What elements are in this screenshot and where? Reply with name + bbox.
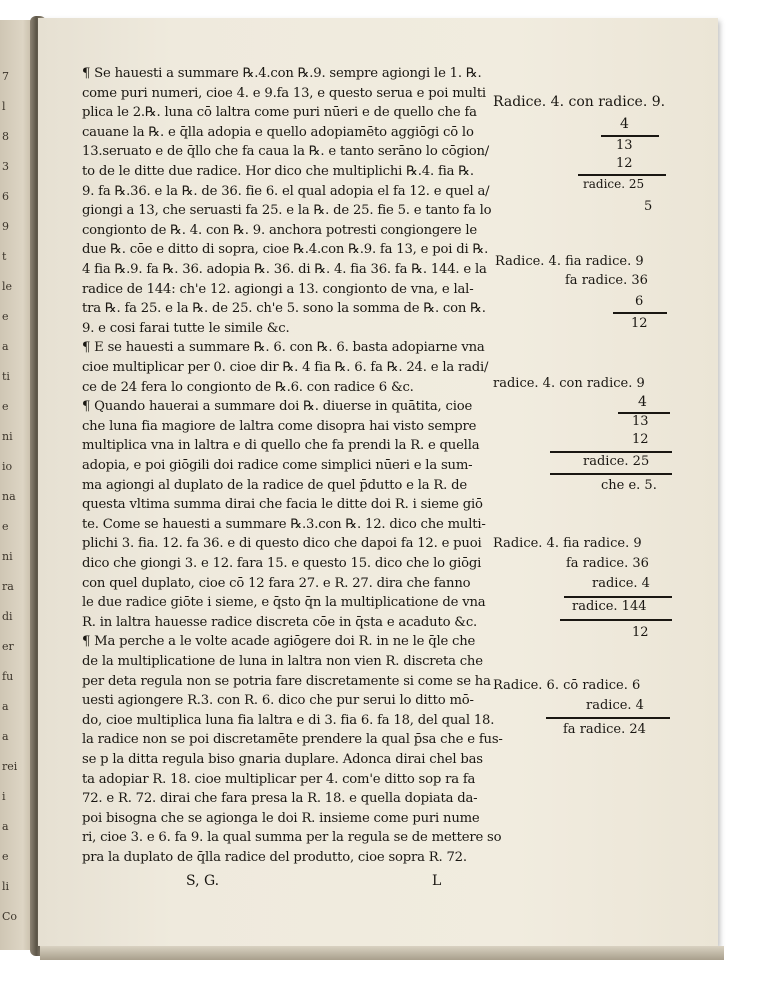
text-line: 9. fa ℞.36. e la ℞. de 36. fie 6. el qual adopia el fa 12. e quel a/ (82, 183, 490, 199)
margin-rule (550, 473, 672, 475)
margin-note-line: radice. 144 (572, 599, 647, 614)
text-line: giongi a 13, che seruasti fa 25. e la ℞. de 25. fie 5. e tanto fa lo (82, 203, 492, 219)
margin-note-answer: che e. 5. (601, 478, 657, 493)
margin-number: 4 (638, 394, 647, 410)
text-line: R. in laltra hauesse radice discreta cōe in q̄sta e acaduto &c. (82, 614, 478, 630)
text-line: te. Come se hauesti a summare ℞.3.con ℞. 12. dico che multi- (82, 516, 486, 532)
margin-note-line: fa radice. 36 (566, 556, 649, 571)
facing-page-text-fragment: ni (2, 550, 13, 563)
margin-rule (564, 596, 672, 598)
margin-note-line: fa radice. 36 (565, 273, 648, 288)
text-line: le due radice giōte i sieme, e q̄sto q̄n la multiplicatione de vna (82, 595, 486, 611)
text-line: se p la ditta regula biso gnaria duplare. Adonca dirai chel bas (82, 752, 483, 767)
margin-number: 13 (632, 414, 649, 429)
margin-rule (546, 717, 670, 719)
facing-page-text-fragment: ti (2, 370, 10, 383)
text-line: adopia, e poi giōgili doi radice come simplici nūeri e la sum- (82, 458, 473, 473)
text-line: ¶ Se hauesti a summare ℞.4.con ℞.9. sempre agiongi le 1. ℞. (82, 66, 482, 81)
text-line: to de le ditte due radice. Hor dico che multiplichi ℞.4. fia ℞. (82, 164, 474, 179)
text-line: poi bisogna che se agionga le doi R. insieme come puri nume (82, 810, 480, 826)
margin-number: 12 (631, 316, 648, 331)
margin-rule (601, 135, 659, 137)
facing-page-text-fragment: e (2, 850, 9, 863)
text-line: 4 fia ℞.9. fa ℞. 36. adopia ℞. 36. di ℞. 4. fia 36. fa ℞. 144. e la (82, 262, 487, 277)
text-line: ¶ Quando hauerai a summare doi ℞. diuerse in quātita, cioe (82, 399, 473, 415)
facing-page-text-fragment: 9 (2, 220, 9, 233)
text-line: con quel duplato, cioe cō 12 fara 27. e R. 27. dira che fanno (82, 575, 471, 591)
text-line: multiplica vna in laltra e di quello che fa prendi la R. e quella (82, 438, 480, 454)
text-line: ri, cioe 3. e 6. fa 9. la qual summa per la regula se de mettere so (82, 830, 502, 846)
margin-number: 12 (616, 156, 633, 171)
facing-page-text-fragment: ra (2, 580, 14, 593)
facing-page-text-fragment: di (2, 610, 13, 623)
facing-page-text-fragment: 7 (2, 70, 9, 83)
text-line: plica le 2.℞. luna cō laltra come puri nūeri e de quello che fa (82, 105, 477, 121)
signature-mark: S, G. (186, 873, 220, 889)
margin-number: 4 (620, 116, 629, 132)
margin-note-heading: Radice. 6. cō radice. 6 (493, 678, 641, 693)
text-line: due ℞. cōe e ditto di sopra, cioe ℞.4.con ℞.9. fa 13, e poi di ℞. (82, 242, 489, 258)
text-line: do, cioe multiplica luna fia laltra e di 3. fia 6. fa 18, del qual 18. (82, 712, 495, 728)
margin-number: 12 (632, 432, 649, 447)
text-line: per deta regula non se potria fare discretamente si come se ha (82, 673, 491, 689)
text-line: ma agiongi al duplato de la radice de quel p̄dutto e la R. de (82, 477, 467, 493)
margin-note-heading: Radice. 4. fia radice. 9 (493, 536, 642, 551)
text-line: cauane la ℞. e q̄lla adopia e quello adopiamēto aggiōgi cō lo (82, 124, 474, 140)
text-line: de la multiplicatione de luna in laltra non vien R. discreta che (82, 654, 483, 669)
facing-page-text-fragment: le (2, 280, 13, 293)
margin-note-line: radice. 4 (586, 698, 644, 713)
book-page (38, 18, 718, 946)
margin-number: 13 (616, 138, 633, 153)
facing-page-text-fragment: a (2, 820, 9, 833)
text-line: ¶ Ma perche a le volte acade agiōgere doi R. in ne le q̄le che (82, 634, 476, 650)
text-line: questa vltima summa dirai che facia le ditte doi R. i sieme giō (82, 497, 483, 513)
facing-page-text-fragment: io (2, 460, 13, 473)
margin-rule (578, 174, 666, 176)
text-line: dico che giongi 3. e 12. fara 15. e questo 15. dico che lo giōgi (82, 556, 482, 571)
text-line: la radice non se poi discretamēte prendere la qual p̄sa che e fus- (82, 732, 503, 748)
text-line: che luna fia magiore de laltra come disopra hai visto sempre (82, 418, 477, 434)
facing-page-text-fragment: 8 (2, 130, 9, 143)
margin-note-heading: Radice. 4. fia radice. 9 (495, 254, 644, 269)
facing-page-text-fragment: e (2, 310, 9, 323)
facing-page-text-fragment: 6 (2, 190, 9, 203)
margin-rule (550, 451, 672, 453)
margin-note-heading: radice. 4. con radice. 9 (493, 376, 645, 391)
facing-page-text-fragment: e (2, 400, 9, 413)
facing-page-text-fragment: t (2, 250, 7, 263)
text-line: plichi 3. fia. 12. fa 36. e di questo dico che dapoi fa 12. e puoi (82, 536, 482, 552)
facing-page-text-fragment: na (2, 490, 16, 503)
facing-page-text-fragment: a (2, 730, 9, 743)
text-line: ta adopiar R. 18. cioe multiplicar per 4. com'e ditto sop ra fa (82, 771, 476, 787)
facing-page-text-fragment: l (2, 100, 6, 113)
margin-number: 6 (635, 294, 644, 309)
text-line: pra la duplato de q̄lla radice del produtto, cioe sopra R. 72. (82, 850, 467, 865)
text-line: ce de 24 fera lo congionto de ℞.6. con radice 6 &c. (82, 379, 414, 395)
facing-page-text-fragment: a (2, 700, 9, 713)
margin-number: 12 (632, 625, 649, 640)
facing-page-text-fragment: er (2, 640, 14, 653)
facing-page-text-fragment: i (2, 790, 6, 803)
facing-page-text-fragment: a (2, 340, 9, 353)
text-line: ¶ E se hauesti a summare ℞. 6. con ℞. 6. basta adopiarne vna (82, 340, 485, 356)
margin-note-result: radice. 25 (583, 454, 650, 469)
margin-note-line: radice. 4 (592, 576, 650, 591)
facing-page-text-fragment: e (2, 520, 9, 533)
margin-rule (613, 312, 667, 314)
facing-page-text-fragment: rei (2, 760, 18, 773)
text-line: radice de 144: ch'e 12. agiongi a 13. congionto de vna, e lal- (82, 281, 474, 297)
facing-page-text-fragment: fu (2, 670, 14, 683)
text-line: cioe multiplicar per 0. cioe dir ℞. 4 fia ℞. 6. fa ℞. 24. e la radi/ (82, 360, 489, 375)
margin-note-result: radice. 25 (583, 177, 645, 191)
page-edge-stack (40, 946, 724, 960)
text-line: uesti agiongere R.3. con R. 6. dico che pur serui lo ditto mō- (82, 693, 474, 709)
text-line: congionto de ℞. 4. con ℞. 9. anchora potresti congiongere le (82, 222, 478, 238)
margin-rule (560, 619, 672, 621)
catchword: L (432, 873, 442, 889)
margin-note-line: fa radice. 24 (563, 722, 646, 737)
margin-number: 5 (644, 199, 653, 214)
facing-page-text-fragment: Co (2, 910, 18, 923)
text-line: 9. e cosi farai tutte le simile &c. (82, 320, 290, 336)
text-line: come puri numeri, cioe 4. e 9.fa 13, e questo serua e poi multi (82, 85, 486, 101)
text-line: 13.seruato e de q̄llo che fa caua la ℞. e tanto serāno lo cōgion/ (82, 144, 490, 160)
margin-note-heading: Radice. 4. con radice. 9. (493, 94, 666, 110)
text-line: tra ℞. fa 25. e la ℞. de 25. ch'e 5. sono la somma de ℞. con ℞. (82, 301, 486, 317)
facing-page-text-fragment: 3 (2, 160, 9, 173)
text-line: 72. e R. 72. dirai che fara presa la R. 18. e quella dopiata da- (82, 791, 478, 807)
facing-page-text-fragment: li (2, 880, 10, 893)
facing-page-text-fragment: ni (2, 430, 13, 443)
